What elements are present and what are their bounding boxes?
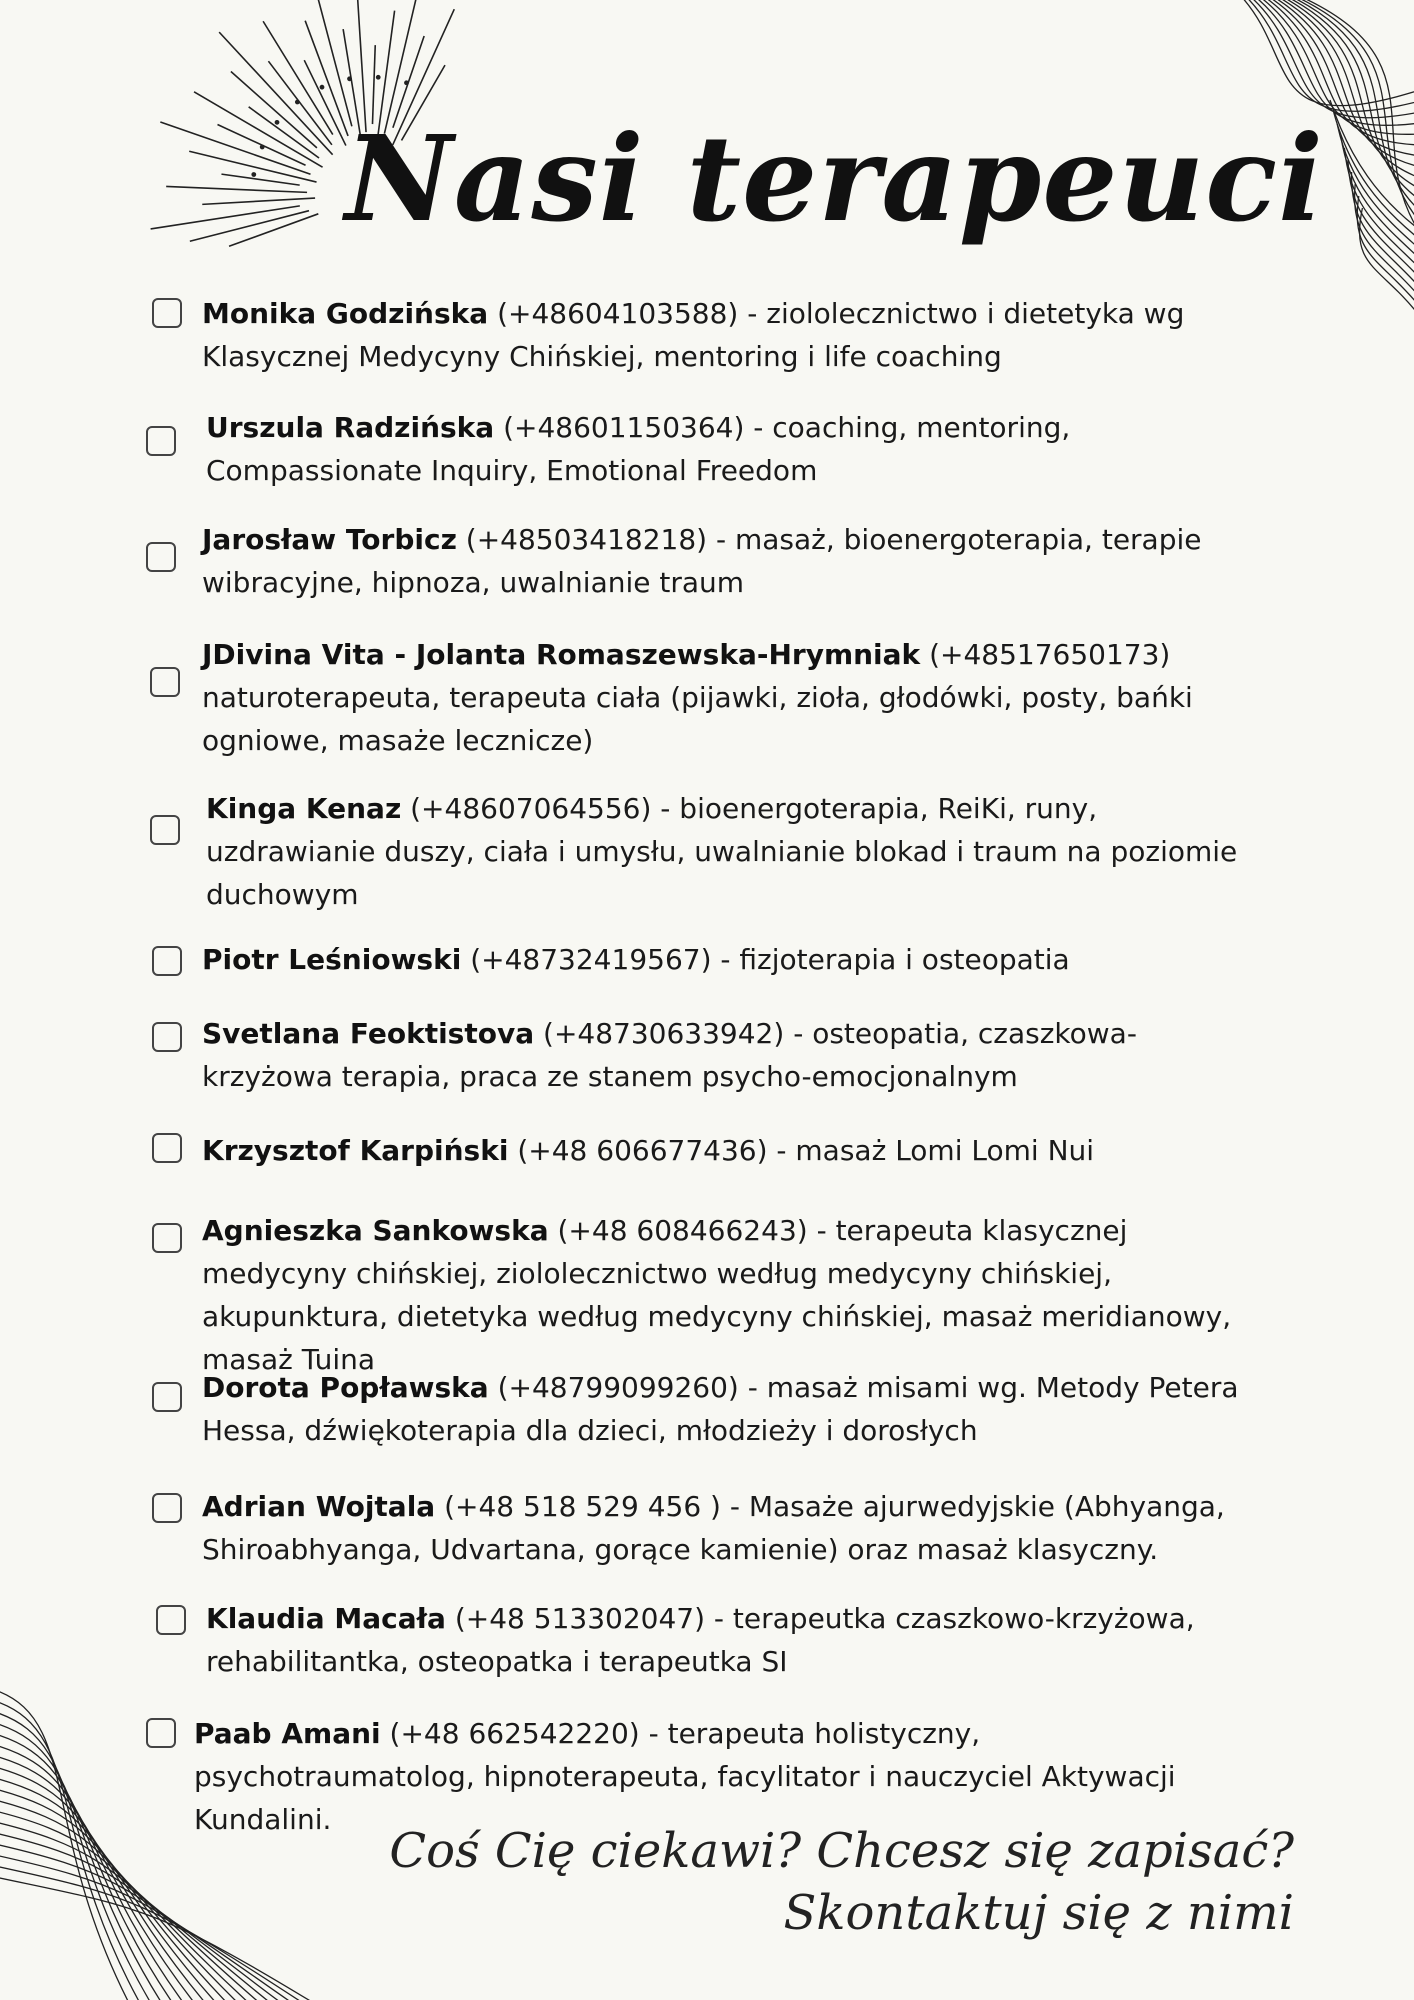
checkbox[interactable] <box>146 426 176 456</box>
checkbox[interactable] <box>146 542 176 572</box>
sunburst-ray <box>231 72 317 148</box>
entry-text <box>202 1485 1256 1571</box>
therapist-details: (+48607064556) - bioenergoterapia, ReiKi, runy, uzdrawianie duszy, ciała i umysłu, uwalnianie blokad i traum na poziomie duchowym <box>206 792 1238 911</box>
therapist-details: (+48601150364) - coaching, mentoring, Compassionate Inquiry, Emotional Freedom <box>206 411 1071 487</box>
sunburst-ray <box>304 60 346 145</box>
sunburst-ray <box>229 214 318 246</box>
page-title: Nasi terapeuci <box>345 109 1324 248</box>
wave-line <box>0 1723 163 2000</box>
therapist-details: (+48517650173) naturoterapeuta, terapeuta ciała (pijawki, zioła, głodówki, posty, bańki ogniowe, masaże lecznicze) <box>202 638 1193 757</box>
therapist-entry <box>146 1597 1256 1683</box>
therapist-name: Piotr Leśniowski <box>202 943 462 976</box>
therapist-entry <box>146 1129 1256 1172</box>
sunburst-ray <box>190 211 309 242</box>
therapist-details: (+48799099260) - masaż misami wg. Metody Petera Hessa, dźwiękoterapia dla dzieci, młodzieży i dorosłych <box>202 1371 1239 1447</box>
wave-line <box>1253 0 1414 125</box>
therapist-entry <box>146 1366 1256 1452</box>
sunburst-ray <box>219 32 332 155</box>
therapist-name: Kinga Kenaz <box>206 792 402 825</box>
therapist-entry <box>146 1209 1256 1381</box>
entry-text <box>206 406 1256 492</box>
sunburst-dot <box>275 121 278 124</box>
wave-line <box>1330 100 1414 230</box>
therapist-entry <box>146 518 1256 604</box>
wave-line <box>1348 160 1414 278</box>
wave-line <box>1249 0 1414 118</box>
sunburst-ray <box>151 206 300 229</box>
sunburst-dot <box>261 145 264 148</box>
sunburst-dot <box>252 173 255 176</box>
entry-text <box>206 1597 1256 1683</box>
entry-text <box>202 1209 1256 1381</box>
sunburst-ray <box>166 186 307 192</box>
wave-line <box>1360 208 1414 316</box>
wave-line <box>0 1712 152 2000</box>
checkbox[interactable] <box>152 1382 182 1412</box>
sunburst-ray <box>268 61 331 145</box>
entry-text <box>202 292 1256 378</box>
therapist-details: (+48 518 529 456 ) - Masaże ajurwedyjskie (Abhyanga, Shiroabhyanga, Udvartana, gorące kamienie) oraz masaż klasyczny. <box>202 1490 1225 1566</box>
sunburst-ray <box>263 21 333 134</box>
checkbox[interactable] <box>146 1718 176 1748</box>
entry-text <box>202 938 1256 981</box>
checkbox[interactable] <box>152 298 182 328</box>
therapist-details: (+48732419567) - fizjoterapia i osteopatia <box>461 943 1070 976</box>
sunburst-dot <box>348 77 351 80</box>
therapist-name: Agnieszka Sankowska <box>202 1214 549 1247</box>
therapist-details: (+48604103588) - ziololecznictwo i dietetyka wg Klasycznej Medycyny Chińskiej, mentoring i life coaching <box>202 297 1185 373</box>
entry-text <box>202 518 1256 604</box>
sunburst-ray <box>194 92 323 167</box>
entry-text <box>202 1366 1256 1452</box>
footer-line-1: Coś Cię ciekawi? Chcesz się zapisać? <box>389 1823 1294 1879</box>
therapist-entry <box>146 787 1256 916</box>
therapist-entry <box>146 938 1256 981</box>
wave-line <box>0 1690 130 2000</box>
sunburst-dot <box>296 100 299 103</box>
footer-tagline <box>389 1820 1294 1944</box>
wave-line <box>1341 136 1414 259</box>
sunburst-dot <box>377 76 380 79</box>
therapist-name: Paab Amani <box>194 1717 381 1750</box>
sunburst-dot <box>320 86 323 89</box>
entry-text <box>202 633 1256 762</box>
checkbox[interactable] <box>150 667 180 697</box>
therapist-details: (+48503418218) - masaż, bioenergoterapia, terapie wibracyjne, hipnoza, uwalnianie traum <box>202 523 1202 599</box>
therapist-name: Svetlana Feoktistova <box>202 1017 535 1050</box>
therapist-name: JDivina Vita - Jolanta Romaszewska-Hrymniak <box>202 638 921 671</box>
therapist-entry <box>146 1012 1256 1098</box>
wave-line <box>1357 196 1414 307</box>
wave-line <box>1240 0 1414 106</box>
therapist-details: (+48 606677436) - masaż Lomi Lomi Nui <box>508 1134 1095 1167</box>
therapist-entry <box>146 292 1256 378</box>
checkbox[interactable] <box>152 1223 182 1253</box>
entry-text <box>202 1129 1256 1172</box>
entry-text <box>202 1012 1256 1098</box>
sunburst-ray <box>313 0 352 126</box>
wave-line <box>1244 0 1414 111</box>
sunburst-dot <box>405 81 408 84</box>
therapist-entry <box>146 1485 1256 1571</box>
therapist-entry <box>146 406 1256 492</box>
checkbox[interactable] <box>152 1133 182 1163</box>
therapist-name: Jarosław Torbicz <box>202 523 457 556</box>
sunburst-ray <box>189 151 316 182</box>
wave-line <box>0 1877 317 2000</box>
footer-line-2: Skontaktuj się z nimi <box>783 1885 1294 1941</box>
checkbox[interactable] <box>156 1605 186 1635</box>
wave-line <box>0 1866 306 2000</box>
sunburst-ray <box>305 21 348 136</box>
checkbox[interactable] <box>150 815 180 845</box>
wave-line <box>0 1822 262 2000</box>
therapist-details: (+48 662542220) - terapeuta holistyczny, psychotraumatolog, hipnoterapeuta, facylitator i nauczyciel Aktywacji Kundalini. <box>194 1717 1176 1836</box>
wave-line <box>0 1844 284 2000</box>
therapist-details: (+48 513302047) - terapeutka czaszkowo-krzyżowa, rehabilitantka, osteopatka i terapeutka SI <box>206 1602 1195 1678</box>
checkbox[interactable] <box>152 946 182 976</box>
therapist-details: (+48 608466243) - terapeuta klasycznej medycyny chińskiej, ziololecznictwo według medycyny chińskiej, akupunktura, dietetyka według medycyny chińskiej, masaż meridianowy, masaż Tuina <box>202 1214 1232 1376</box>
checkbox[interactable] <box>152 1493 182 1523</box>
checkbox[interactable] <box>152 1022 182 1052</box>
wave-line <box>0 1833 273 2000</box>
therapist-name: Monika Godzińska <box>202 297 489 330</box>
wave-line <box>1344 148 1414 268</box>
sunburst-ray <box>217 125 305 166</box>
therapist-entry <box>146 633 1256 762</box>
wave-line <box>1352 172 1414 288</box>
sunburst-ray <box>221 174 299 185</box>
wave-line <box>0 1855 295 2000</box>
sunburst-ray <box>202 198 315 204</box>
wave-line <box>1337 124 1414 249</box>
sunburst-ray <box>249 107 319 158</box>
therapist-name: Klaudia Macała <box>206 1602 446 1635</box>
wave-line <box>1334 112 1414 240</box>
therapist-name: Dorota Popławska <box>202 1371 489 1404</box>
wave-line <box>1355 184 1414 297</box>
therapist-details: (+48730633942) - osteopatia, czaszkowa-krzyżowa terapia, praca ze stanem psycho-emocjonalnym <box>202 1017 1137 1093</box>
sunburst-ray <box>160 122 310 174</box>
wave-line <box>0 1701 141 2000</box>
therapist-name: Adrian Wojtala <box>202 1490 436 1523</box>
entry-text <box>206 787 1256 916</box>
therapist-name: Krzysztof Karpiński <box>202 1134 509 1167</box>
therapist-name: Urszula Radzińska <box>206 411 495 444</box>
